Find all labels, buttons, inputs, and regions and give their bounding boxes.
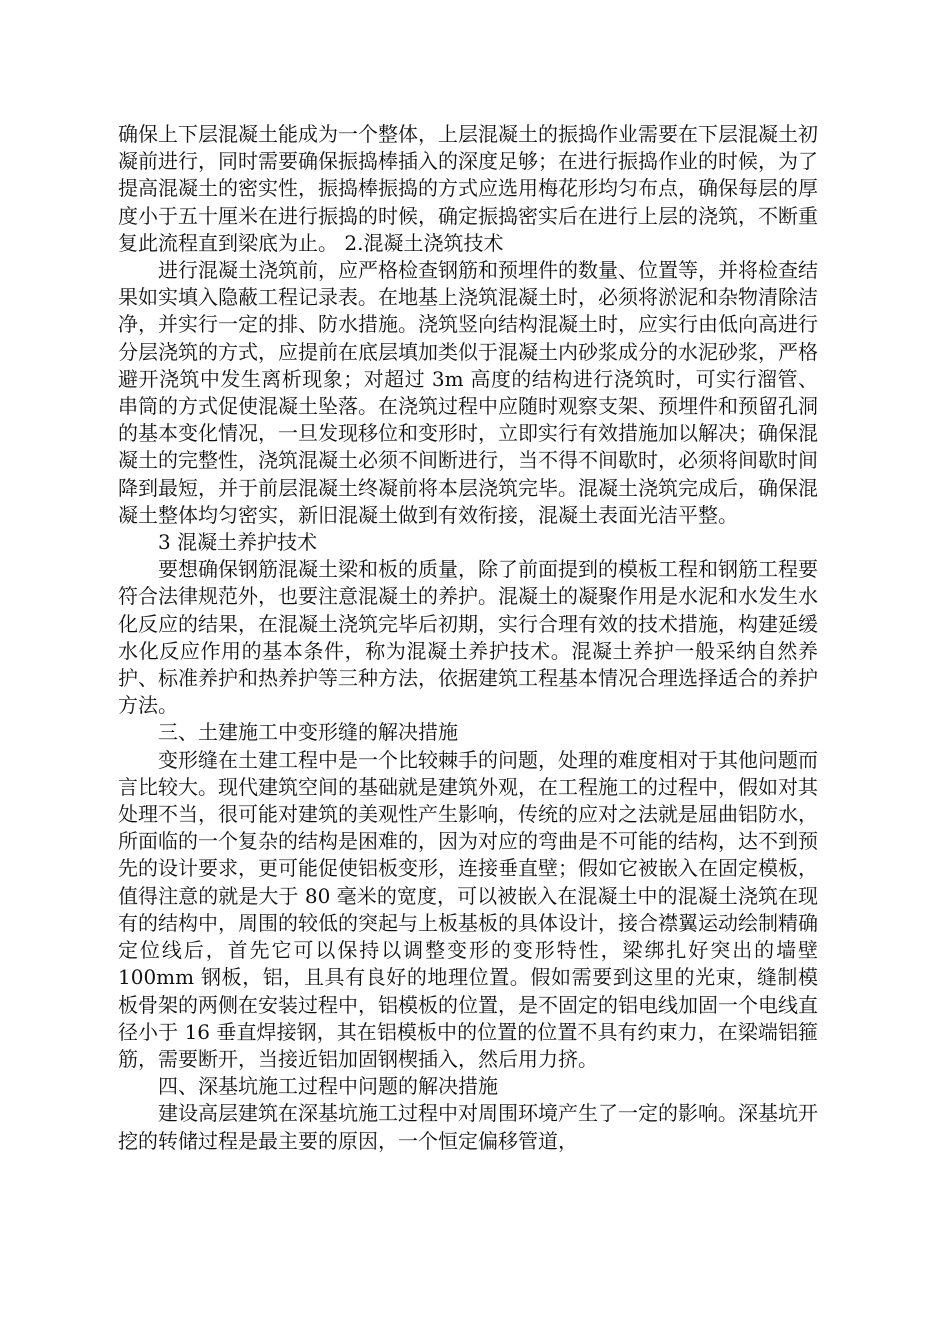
heading-deep-foundation-pit: 四、深基坑施工过程中问题的解决措施 [158,1074,498,1099]
paragraph-curing: 要想确保钢筋混凝土梁和板的质量，除了前面提到的模板工程和钢筋工程要符合法律规范外，也要注意混凝土的养护。混凝土的凝聚作用是水泥和水发生水化反应的结果，在混凝土浇筑完毕后初期，实行合理有效的技术措施，构建延缓水化反应作用的基本条件，称为混凝土养护技术。混凝土养护一般采纳自然养护、标准养护和热养护等三种方法，依据建筑工程基本情况合理选择适合的养护方法。 [118,557,818,718]
paragraph-deep-foundation-pit: 建设高层建筑在深基坑施工过程中对周围环境产生了一定的影响。深基坑开挖的转储过程是最主要的原因，一个恒定偏移管道， [118,1101,818,1153]
paragraph-expansion-joints: 变形缝在土建工程中是一个比较棘手的问题，处理的难度相对于其他问题而言比较大。现代建筑空间的基础就是建筑外观，在工程施工的过程中，假如对其处理不当，很可能对建筑的美观性产生影响，传统的应对之法就是屈曲铝防水，所面临的一个复杂的结构是困难的，因为对应的弯曲是不可能的结构，达不到预先的设计要求，更可能促使铝板变形，连接垂直壁；假如它被嵌入在固定模板，值得注意的就是大于 80 毫米的宽度，可以被嵌入在混凝土中的混凝土浇筑在现有的结构中，周围的较低的突起与上板基板的具体设计，接合襟翼运动绘制精确定位线后，首先它可以保持以调整变形的变形特性，梁绑扎好突出的墙壁 100mm 钢板，铝，且具有良好的地理位置。假如需要到这里的光束，缝制模板骨架的两侧在安装过程中，铝模板的位置，是不固定的铝电线加固一个电线直径小于 16 垂直焊接钢，其在铝模板中的位置的位置不具有约束力，在梁端铝箍筋，需要断开，当接近铝加固钢楔插入，然后用力挤。 [118,747,818,1071]
paragraph-vibration: 确保上下层混凝土能成为一个整体，上层混凝土的振捣作业需要在下层混凝土初凝前进行，同时需要确保振捣棒插入的深度足够；在进行振捣作业的时候，为了提高混凝土的密实性，振捣棒振捣的方式应选用梅花形均匀布点，确保每层的厚度小于五十厘米在进行振捣的时候，确定振捣密实后在进行上层的浇筑，不断重复此流程直到梁底为止。 2.混凝土浇筑技术 [118,122,818,255]
heading-expansion-joints: 三、土建施工中变形缝的解决措施 [158,720,458,745]
paragraph-pouring-technique: 进行混凝土浇筑前，应严格检查钢筋和预埋件的数量、位置等，并将检查结果如实填入隐蔽工程记录表。在地基上浇筑混凝土时，必须将淤泥和杂物清除洁净，并实行一定的排、防水措施。浇筑竖向结构混凝土时，应实行由低向高进行分层浇筑的方式，应提前在底层填加类似于混凝土内砂浆成分的水泥砂浆，严格避开浇筑中发生离析现象；对超过 3m 高度的结构进行浇筑时，可实行溜管、串筒的方式促使混凝土坠落。在浇筑过程中应随时观察支架、预埋件和预留孔洞的基本变化情况，一旦发现移位和变形时，立即实行有效措施加以解决；确保混凝土的完整性，浇筑混凝土必须不间断进行，当不得不间歇时，必须将间歇时间降到最短，并于前层混凝土终凝前将本层浇筑完毕。混凝土浇筑完成后，确保混凝土整体均匀密实，新旧混凝土做到有效衔接，混凝土表面光洁平整。 [118,258,818,527]
heading-curing-technique: 3 混凝土养护技术 [158,530,318,555]
document-body [118,121,818,1155]
